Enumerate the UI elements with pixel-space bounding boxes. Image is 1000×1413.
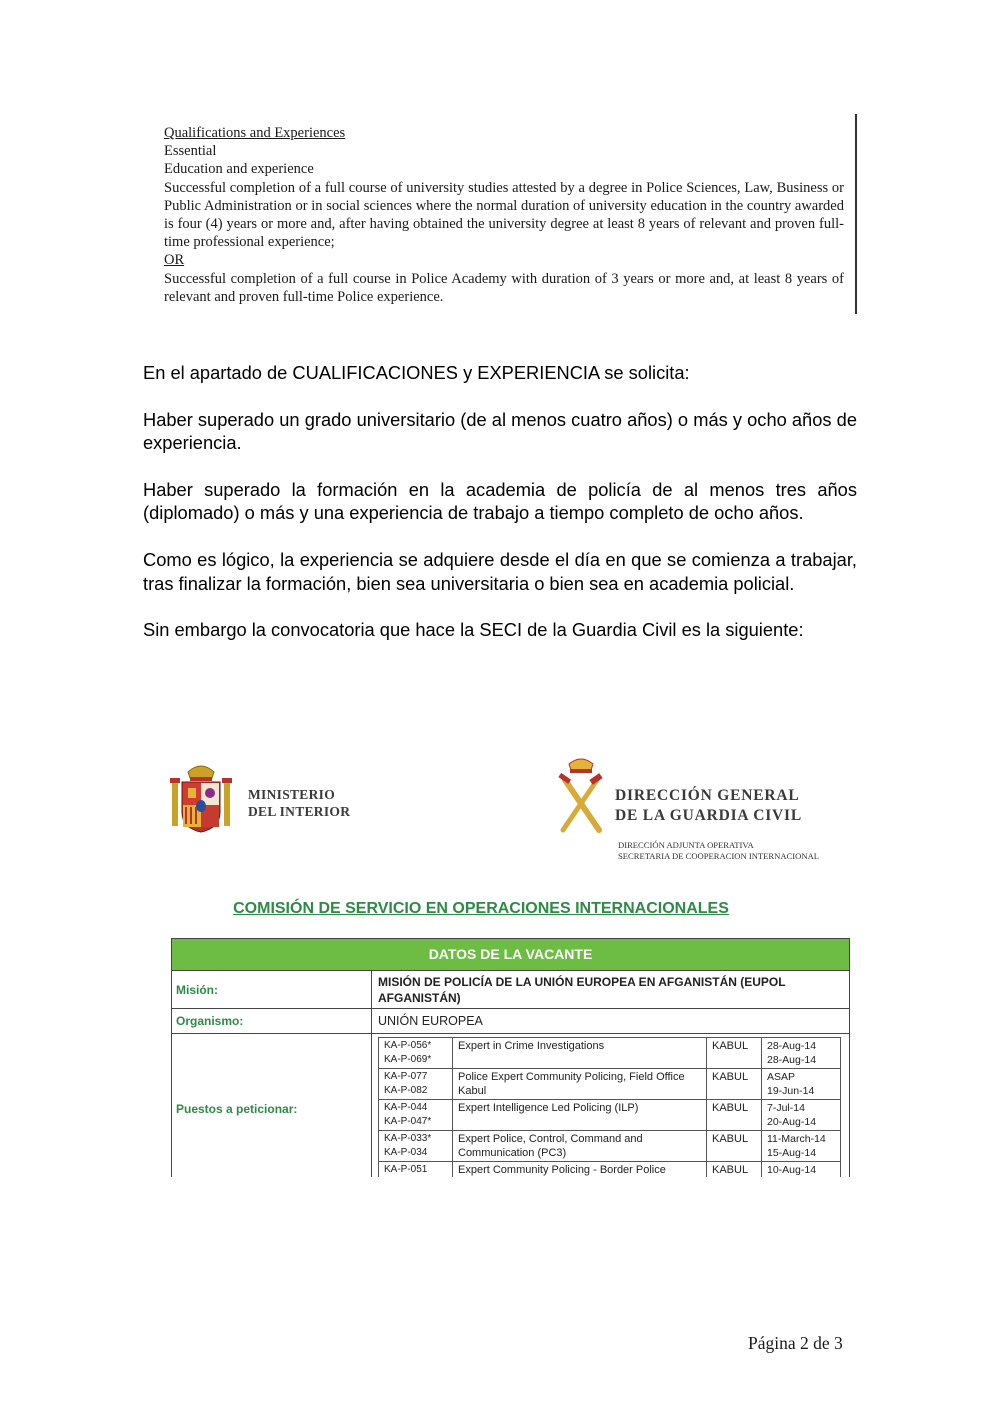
position-date: 10-Aug-14 [762, 1162, 841, 1178]
position-code: KA-P-051 [379, 1162, 453, 1178]
position-code: KA-P-056* KA-P-069* [379, 1038, 453, 1069]
spain-coat-of-arms-icon [168, 762, 234, 834]
position-date: 11-March-14 15-Aug-14 [762, 1131, 841, 1162]
position-row [379, 1100, 841, 1131]
position-code: KA-P-044 KA-P-047* [379, 1100, 453, 1131]
position-location: KABUL [707, 1100, 762, 1131]
ministerio-interior-logo [168, 762, 368, 834]
excerpt-border-line [855, 114, 857, 314]
organism-value: UNIÓN EUROPEA [378, 1014, 483, 1028]
excerpt-essential: Essential [164, 143, 217, 160]
excerpt-option-academy: Successful completion of a full course in Police Academy with duration of 3 years or more and, at least 8 years of relevant and proven full-time Police experience. [164, 270, 844, 305]
positions-table [378, 1037, 841, 1177]
body-paragraph: Haber superado un grado universitario (de al menos cuatro años) o más y ocho años de experiencia. [143, 408, 857, 454]
position-row [379, 1131, 841, 1162]
body-paragraph: Sin embargo la convocatoria que hace la SECI de la Guardia Civil es la siguiente: [143, 619, 804, 641]
position-title: Expert Community Policing - Border Police [453, 1162, 707, 1178]
position-code: KA-P-033* KA-P-034 [379, 1131, 453, 1162]
position-title: Expert Intelligence Led Policing (ILP) [453, 1100, 707, 1131]
position-location: KABUL [707, 1038, 762, 1069]
mission-label: Misión: [172, 971, 372, 1008]
position-title: Police Expert Community Policing, Field Office Kabul [453, 1069, 707, 1100]
position-row [379, 1162, 841, 1178]
excerpt-or: OR [164, 252, 185, 269]
body-paragraph: En el apartado de CUALIFICACIONES y EXPERIENCIA se solicita: [143, 362, 690, 383]
excerpt-heading: Qualifications and Experiences [164, 125, 346, 141]
organism-label: Organismo: [172, 1009, 372, 1033]
guardia-civil-logo [555, 756, 855, 866]
guardia-civil-name: DIRECCIÓN GENERAL DE LA GUARDIA CIVIL [615, 787, 803, 824]
position-title: Expert Police, Control, Command and Communication (PC3) [453, 1131, 707, 1162]
position-title: Expert in Crime Investigations [453, 1038, 707, 1069]
body-paragraph: Haber superado la formación en la academia de policía de al menos tres años (diplomado) o más y una experiencia de trabajo a tiempo completo de ocho años. [143, 479, 857, 524]
page-number: Página 2 de 3 [748, 1333, 843, 1353]
position-location: KABUL [707, 1131, 762, 1162]
position-location: KABUL [707, 1069, 762, 1100]
position-row [379, 1069, 841, 1100]
position-location: KABUL [707, 1162, 762, 1178]
excerpt-subheading: Education and experience [164, 161, 314, 178]
scanned-excerpt [164, 124, 844, 306]
body-text [143, 361, 857, 665]
ministerio-name: MINISTERIO DEL INTERIOR [248, 787, 351, 819]
mission-value: MISIÓN DE POLICÍA DE LA UNIÓN EUROPEA EN AFGANISTÁN (EUPOL AFGANISTÁN) [378, 975, 786, 1005]
guardia-civil-emblem-icon [555, 756, 607, 836]
vacancy-table [171, 938, 850, 1177]
positions-row [172, 1034, 849, 1177]
positions-label: Puestos a peticionar: [172, 1034, 372, 1177]
form-heading: COMISIÓN DE SERVICIO EN OPERACIONES INTERNACIONALES [233, 900, 729, 917]
positions-value [372, 1034, 849, 1177]
position-date: 28-Aug-14 28-Aug-14 [762, 1038, 841, 1069]
vacancy-table-title: DATOS DE LA VACANTE [172, 939, 849, 971]
organism-row [172, 1009, 849, 1034]
position-code: KA-P-077 KA-P-082 [379, 1069, 453, 1100]
position-date: 7-Jul-14 20-Aug-14 [762, 1100, 841, 1131]
position-row [379, 1038, 841, 1069]
body-paragraph: Como es lógico, la experiencia se adquiere desde el día en que se comienza a trabajar, tras finalizar la formación, bien sea universitaria o bien sea en academia policial. [143, 549, 857, 594]
excerpt-option-university: Successful completion of a full course of university studies attested by a degree in Police Sciences, Law, Business or Public Administration or in social sciences where the normal duration of university education in the country awarded is four (4) years or more and, after having obtained the university degree at least 8 years of relevant and proven full-time professional experience; [164, 179, 844, 251]
position-date: ASAP 19-Jun-14 [762, 1069, 841, 1100]
mission-row [172, 971, 849, 1009]
guardia-civil-subunit: DIRECCIÓN ADJUNTA OPERATIVA SECRETARIA DE COOPERACION INTERNACIONAL [618, 840, 820, 861]
